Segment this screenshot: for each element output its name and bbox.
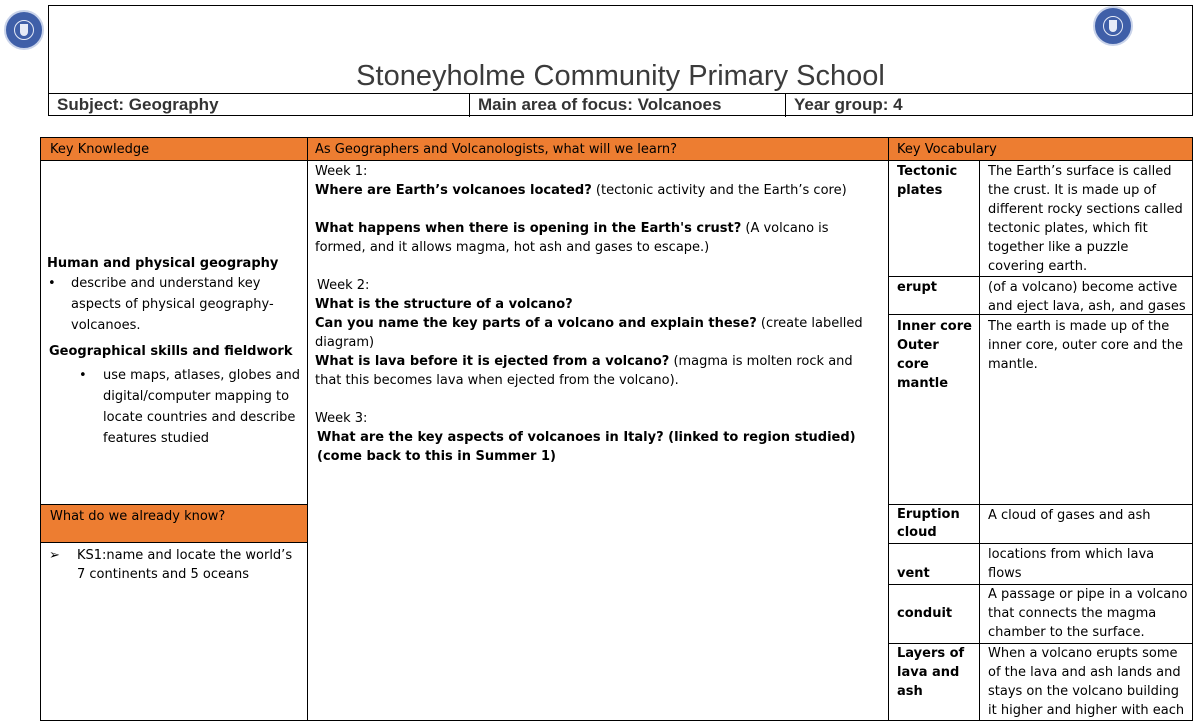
section-title-skills: Geographical skills and fieldwork: [49, 344, 293, 359]
week-label: Week 3:: [315, 411, 368, 426]
question: [315, 181, 881, 200]
list-item: [49, 546, 301, 584]
header-info-row: [49, 93, 1192, 117]
school-name: Stoneyholme Community Primary School: [356, 60, 885, 92]
focus-label: Main area of focus: Volcanoes: [470, 94, 786, 117]
learn-content: [315, 162, 881, 466]
vocab-definition: The earth is made up of the inner core, outer core and the mantle.: [988, 319, 1183, 372]
key-knowledge-heading: Key Knowledge: [50, 142, 150, 157]
vocab-definition: The Earth’s surface is called the crust. It is made up of different rocky sections called tectonic plates, which fit together like a puzzle covering earth.: [988, 164, 1183, 274]
question-note: (tectonic activity and the Earth’s core): [591, 183, 847, 198]
question: [315, 314, 881, 352]
question-text: What happens when there is opening in the Earth's crust?: [315, 221, 742, 236]
question-note: (magma is molten rock and that this becomes lava when ejected from the volcano).: [315, 354, 853, 388]
vocab-definition: When a volcano erupts some of the lava and ash lands and stays on the volcano building it higher and higher with each: [988, 646, 1185, 718]
question-note: (A volcano is formed, and it allows magma, hot ash and gases to escape.): [315, 221, 829, 255]
question: [315, 295, 881, 314]
question-text: What is lava before it is ejected from a volcano?: [315, 354, 670, 369]
question-text: What are the key aspects of volcanoes in Italy? (linked to region studied) (come back to this in Summer 1): [317, 430, 856, 464]
vocabulary-heading: Key Vocabulary: [897, 142, 997, 157]
vocab-term: Layers of lava and ash: [897, 646, 965, 699]
bullet-icon: •: [79, 368, 87, 383]
already-know-list: [49, 546, 301, 584]
vocab-term: Inner core Outer core mantle: [897, 319, 972, 391]
already-know-heading: What do we already know?: [50, 509, 226, 524]
vocab-definition: locations from which lava flows: [988, 547, 1155, 581]
learn-heading: As Geographers and Volcanologists, what will we learn?: [315, 142, 678, 157]
vocab-term: conduit: [897, 606, 953, 621]
vocab-term: erupt: [897, 280, 938, 295]
list-item-text: KS1:name and locate the world’s 7 continents and 5 oceans: [77, 548, 293, 582]
document-header: [48, 5, 1193, 116]
key-knowledge-content: [47, 254, 301, 449]
question-text: Can you name the key parts of a volcano and explain these?: [315, 316, 757, 331]
vocab-term: Tectonic plates: [897, 164, 958, 198]
vocab-term: Eruption cloud: [897, 507, 960, 540]
year-group-label: Year group: 4: [794, 95, 903, 114]
vocab-definition: A passage or pipe in a volcano that connects the magma chamber to the surface.: [988, 587, 1188, 640]
list-item: [47, 365, 301, 449]
knowledge-organiser-table: [40, 137, 1193, 721]
question-text: What is the structure of a volcano?: [315, 297, 573, 312]
list-item-text: use maps, atlases, globes and digital/computer mapping to locate countries and describe features studied: [103, 368, 300, 446]
list-item: [47, 273, 301, 336]
bullet-icon: •: [48, 276, 56, 291]
question-note: (create labelled diagram): [315, 316, 863, 350]
week-label: Week 2:: [317, 278, 370, 293]
school-logo-left: [4, 10, 44, 50]
vocab-definition: A cloud of gases and ash: [988, 508, 1151, 523]
section-title-human-physical: Human and physical geography: [47, 256, 279, 271]
question: [315, 428, 881, 466]
question: [315, 352, 881, 390]
vocab-definition: (of a volcano) become active and eject lava, ash, and gases: [988, 280, 1186, 314]
vocab-term: vent: [897, 566, 930, 581]
list-item-text: describe and understand key aspects of physical geography- volcanoes.: [71, 276, 274, 333]
arrow-bullet-icon: ➢: [49, 548, 60, 563]
subject-label: Subject: Geography: [49, 94, 470, 117]
question-text: Where are Earth’s volcanoes located?: [315, 183, 592, 198]
week-label: Week 1:: [315, 164, 368, 179]
question: [315, 219, 881, 257]
